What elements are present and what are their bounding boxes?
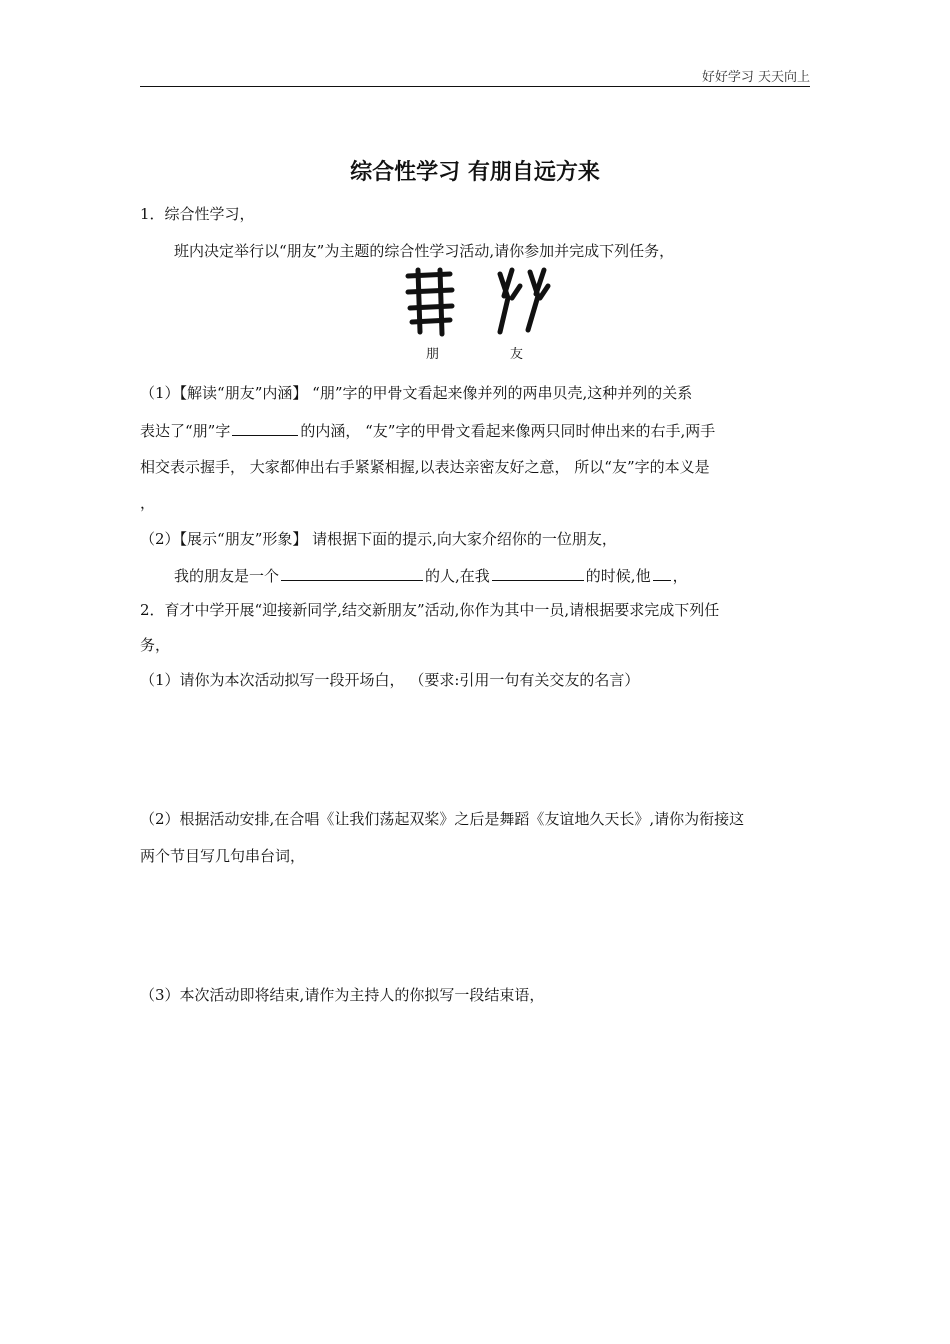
q1-part2-text-a: 我的朋友是一个 (174, 567, 280, 585)
q1-part2-line1: （2）【展示“朋友”形象】 请根据下面的提示,向大家介绍你的一位朋友， (140, 530, 617, 548)
answer-blank-situation[interactable] (492, 564, 584, 581)
you-oracle-glyph (500, 270, 548, 332)
q1-part2-line2 (174, 564, 688, 586)
q2-sub3: （3）本次活动即将结束,请作为主持人的你拟写一段结束语， (140, 986, 545, 1004)
q1-part1-text-a: 表达了“朋”字 (140, 422, 231, 440)
oracle-bone-glyph-figure (400, 262, 560, 342)
q1-part1-line2 (140, 419, 715, 441)
oracle-bone-glyphs (400, 262, 560, 362)
q1-part1-text-b: 的内涵， “友”字的甲骨文看起来像两只同时伸出来的右手,两手 (300, 422, 716, 440)
peng-oracle-glyph (408, 270, 452, 334)
q1-part2-text-d: ， (672, 567, 688, 585)
glyph-label-you: 友 (510, 347, 524, 362)
q1-part1-line3: 相交表示握手， 大家都伸出右手紧紧相握,以表达亲密友好之意， 所以“友”字的本义是 (140, 458, 710, 476)
q2-heading-line2: 务， (140, 636, 171, 654)
header-rule (140, 86, 810, 87)
glyph-label-peng: 朋 (426, 347, 440, 362)
q1-heading: 1．综合性学习， (140, 205, 255, 223)
q1-part1-line1: （1）【解读“朋友”内涵】 “朋”字的甲骨文看起来像并列的两串贝壳,这种并列的关系 (140, 384, 693, 402)
answer-blank-action[interactable] (653, 564, 671, 581)
q1-part2-text-c: 的时候,他 (585, 567, 651, 585)
q1-intro: 班内决定举行以“朋友”为主题的综合性学习活动,请你参加并完成下列任务， (174, 242, 675, 260)
answer-blank-friend-trait[interactable] (281, 564, 423, 581)
answer-blank-peng-meaning[interactable] (232, 419, 298, 436)
header-slogan: 好好学习 天天向上 (701, 70, 810, 85)
q2-sub2-line1: （2）根据活动安排,在合唱《让我们荡起双桨》之后是舞蹈《友谊地久天长》,请你为衔接这 (140, 810, 745, 828)
q1-part2-text-b: 的人,在我 (425, 567, 490, 585)
q1-part1-line4: ， (140, 494, 156, 512)
page-title: 综合性学习 有朋自远方来 (350, 160, 600, 185)
q2-heading-line1: 2．育才中学开展“迎接新同学,结交新朋友”活动,你作为其中一员,请根据要求完成下列任 (140, 601, 720, 619)
q2-sub2-line2: 两个节目写几句串台词， (140, 847, 306, 865)
q2-sub1: （1）请你为本次活动拟写一段开场白， （要求:引用一句有关交友的名言） (140, 671, 640, 689)
